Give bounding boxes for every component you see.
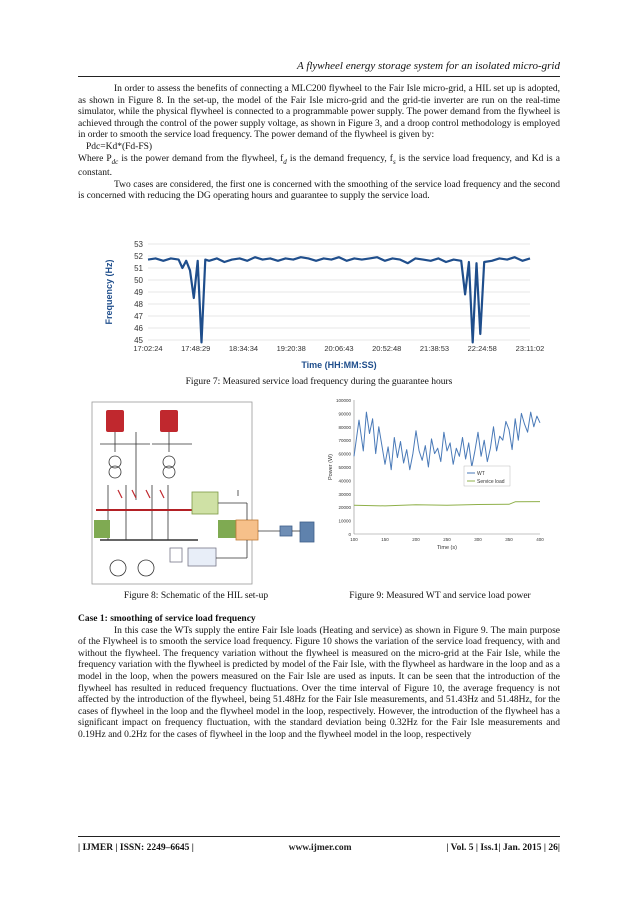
y-tick-label: 100000 [335, 398, 351, 403]
y-tick-label: 51 [134, 264, 143, 273]
service-load-block [94, 520, 110, 538]
x-axis-label: Time (s) [437, 545, 457, 551]
y-tick-label: 70000 [338, 438, 351, 444]
x-tick-label: 22:24:58 [467, 344, 497, 353]
frequency-series-line [148, 257, 530, 342]
y-tick-label: 53 [134, 240, 143, 249]
y-tick-label: 50000 [338, 465, 351, 470]
heating-load-block [192, 492, 218, 514]
x-tick-label: 17:02:24 [133, 344, 163, 353]
flywheel-hardware-icon [280, 526, 292, 536]
running-title: A flywheel energy storage system for an isolated micro-grid [297, 60, 560, 72]
x-tick-label: 20:52:48 [372, 344, 402, 353]
y-tick-label: 40000 [338, 478, 351, 484]
footer-website-link[interactable]: www.ijmer.com [288, 843, 352, 853]
intro-paragraph-1: In order to assess the benefits of connecting a MLC200 flywheel to the Fair Isle micro-grid, a HIL set up is adopted, as shown in Figure 8. In the set-up, the model of the Fair Isle micro-grid and the grid-tie inverter are run on the real-time simulator, while the physical flywheel is connected to a programmable power supply. The power demand from the flywheel is achieved through the control of the power supply voltage, as shown in Figure 3, and a droop control methodology is employed in order to smooth the service load frequency. The power demand of the flywheel is given by: [78, 84, 560, 141]
x-tick-label: 150 [381, 537, 389, 542]
equation: Pdc=Kd*(Fd-FS) [86, 141, 153, 152]
y-tick-label: 49 [134, 288, 143, 297]
figure8-caption: Figure 8: Schematic of the HIL set-up [123, 591, 269, 601]
header-rule [78, 76, 560, 77]
y-tick-label: 30000 [338, 491, 351, 497]
converter-block [170, 548, 182, 562]
legend-label: Service load [477, 479, 505, 485]
case1-section [78, 614, 560, 742]
x-tick-label: 23:11:02 [515, 344, 545, 353]
y-tick-label: 47 [134, 312, 143, 321]
y-tick-label: 48 [134, 300, 143, 309]
x-tick-label: 400 [536, 537, 544, 542]
flywheel-model-icon [138, 560, 154, 576]
diesel-generator-icon [110, 560, 126, 576]
y-tick-label: 45 [134, 336, 143, 345]
footer-journal-info: | IJMER | ISSN: 2249–6645 | [78, 843, 194, 853]
figure7-caption: Figure 7: Measured service load frequency during the guarantee hours [185, 377, 453, 387]
footer-rule [78, 836, 560, 837]
x-tick-label: 20:06:43 [324, 344, 354, 353]
y-axis-label: Frequency (Hz) [104, 259, 114, 325]
legend-label: WT [477, 471, 485, 477]
intro-paragraph-2: Two cases are considered, the first one is concerned with the smoothing of the service load frequency and the second is concerned with reducing the DG operating hours and guarantee to supply the service load. [78, 179, 560, 202]
x-tick-label: 200 [412, 537, 420, 542]
x-tick-label: 18:34:34 [228, 344, 259, 353]
x-tick-label: 250 [443, 537, 451, 542]
x-tick-label: 21:38:53 [419, 344, 450, 353]
y-tick-label: 52 [134, 252, 143, 261]
y-tick-label: 90000 [338, 411, 351, 417]
figure9-caption: Figure 9: Measured WT and service load power [349, 591, 531, 601]
flywheel-unit-icon [300, 522, 314, 542]
y-tick-label: 20000 [338, 505, 351, 511]
wind-turbine-2-icon [160, 410, 178, 432]
y-tick-label: 60000 [338, 451, 351, 457]
y-tick-label: 50 [134, 276, 143, 285]
y-tick-label: 0 [348, 532, 351, 537]
wind-turbine-1-icon [106, 410, 124, 432]
case1-heading: Case 1: smoothing of service load frequency [78, 614, 256, 624]
footer-volume-info: | Vol. 5 | Iss.1| Jan. 2015 | 26| [446, 843, 560, 853]
inverter-block [188, 548, 216, 566]
x-tick-label: 300 [474, 537, 482, 542]
x-tick-label: 19:20:38 [276, 344, 306, 353]
y-tick-label: 10000 [338, 518, 351, 524]
intro-section [78, 84, 560, 203]
x-axis-label: Time (HH:MM:SS) [301, 360, 377, 370]
case1-body: In this case the WTs supply the entire Fair Isle loads (Heating and service) as shown in Figure 9. The main purpose of the Flywheel is to smooth the service load frequency. Figure 10 shows the variation of the service load frequency, with and without the flywheel. The frequency variation without the flywheel is measured on the micro-grid at the Fair Isle, while the frequency variation with the flywheel is predicted by model of the Fair Isle, with the flywheel as hardware in the loop and as a model in the loop, when the powers measured on the Fair Isle are used as inputs. It can be seen that the introduction of the flywheel has resulted in reduced frequency fluctuations. Over the time interval of Figure 10, the average frequency is not affected by the introduction of the flywheel, being 51.48Hz for the Fair Isle measurements, and 51.43Hz and 51.48Hz, for the cases of flywheel in the loop and the flywheel model in the loop, respectively. However, the introduction of the flywheel has a significant impact on frequency fluctuation, with the standard deviation being 0.32Hz for the Fair Isle measurements and 0.19Hz and 0.2Hz for the cases of flywheel in the loop and the flywheel model in the loop, respectively [78, 625, 560, 740]
page-footer [78, 843, 560, 853]
x-tick-label: 100 [350, 537, 358, 542]
figure9-power-chart [326, 396, 550, 558]
dump-load-block [218, 520, 238, 538]
service-load-series-line [354, 502, 540, 506]
figure7-frequency-chart [100, 236, 545, 374]
x-tick-label: 17:48:29 [181, 344, 211, 353]
y-tick-label: 80000 [338, 424, 351, 430]
figure8-hil-schematic [88, 400, 320, 590]
x-tick-label: 350 [505, 537, 513, 542]
wt-series-line [354, 412, 540, 470]
where-paragraph: Where $P_{dc}$ is the power demand from the flywheel, $f_d$ is the demand frequency, $f_s$ is the service load frequency, and Kd is a constant. [78, 153, 560, 179]
y-axis-label: Power (W) [328, 454, 334, 480]
y-tick-label: 46 [134, 324, 143, 333]
power-supply-block [236, 520, 258, 540]
